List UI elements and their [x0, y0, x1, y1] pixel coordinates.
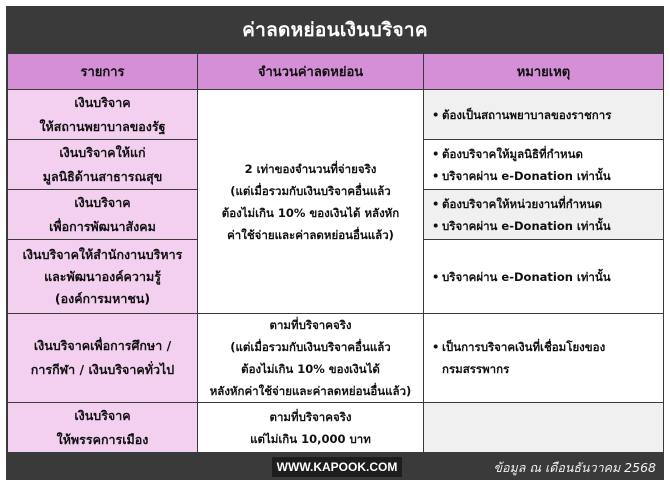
note-bullet: • ต้องเป็นสถานพยาบาลของราชการ — [432, 104, 663, 126]
item-line: มูลนิธิด้านสาธารณสุข — [42, 168, 163, 184]
note-line: • เป็นการบริจาคเงินที่เชื่อมโยงของ — [442, 340, 606, 354]
table-row — [8, 403, 664, 453]
note-bullet: • บริจาคผ่าน e-Donation เท่านั้น — [432, 165, 663, 187]
amount-cell-group — [198, 90, 424, 314]
amount-line: 2 เท่าของจำนวนที่จ่ายจริง — [244, 161, 377, 176]
item-line: เงินบริจาคให้สำนักงานบริหาร — [22, 246, 183, 262]
source-note: ข้อมูล ณ เดือนธันวาคม 2568 — [493, 460, 656, 475]
page-title: ค่าลดหย่อนเงินบริจาค — [242, 18, 428, 41]
note-bullet: • ต้องบริจาคให้มูลนิธิที่กำหนด — [432, 143, 663, 165]
amount-line: ต้องไม่เกิน 10% ของเงินได้ — [241, 362, 380, 376]
note-line: กรมสรรพากร — [442, 362, 510, 376]
infographic-frame — [6, 6, 664, 480]
footer — [6, 454, 664, 480]
table-header-row — [8, 54, 664, 90]
note-cell — [424, 314, 664, 403]
amount-line: ตามที่บริจาคจริง — [269, 318, 352, 332]
table-row — [8, 90, 664, 140]
amount-cell-education — [198, 314, 424, 403]
item-cell — [8, 140, 198, 190]
note-cell — [424, 90, 664, 140]
item-line: เพื่อการพัฒนาสังคม — [49, 218, 156, 234]
note-cell — [424, 240, 664, 314]
item-line: เงินบริจาค — [74, 194, 131, 210]
note-cell — [424, 190, 664, 240]
item-line: เงินบริจาค — [74, 94, 131, 110]
item-cell — [8, 240, 198, 314]
column-header-amount: จำนวนค่าลดหย่อน — [198, 54, 424, 90]
amount-line: (แต่เมื่อรวมกับเงินบริจาคอื่นแล้ว — [230, 183, 391, 198]
note-bullet: • ต้องบริจาคให้หน่วยงานที่กำหนด — [432, 193, 663, 215]
note-bullet — [432, 336, 663, 380]
item-cell — [8, 314, 198, 403]
item-cell — [8, 90, 198, 140]
item-line: ให้สถานพยาบาลของรัฐ — [39, 118, 166, 134]
note-bullet: • บริจาคผ่าน e-Donation เท่านั้น — [432, 266, 663, 288]
deduction-table — [7, 53, 664, 453]
column-header-item: รายการ — [8, 54, 198, 90]
amount-cell-party — [198, 403, 424, 453]
item-line: เงินบริจาค — [74, 407, 131, 423]
amount-line: ค่าใช้จ่ายและค่าลดหย่อนอื่นแล้ว) — [227, 227, 394, 242]
item-line: (องค์การมหาชน) — [54, 290, 151, 306]
item-line: การกีฬา / เงินบริจาคทั่วไป — [30, 362, 175, 377]
item-line: เงินบริจาคเพื่อการศึกษา / — [33, 338, 172, 353]
amount-line: ต้องไม่เกิน 10% ของเงินได้ หลังหัก — [221, 205, 400, 220]
amount-line: แต่ไม่เกิน 10,000 บาท — [250, 431, 371, 446]
item-cell — [8, 403, 198, 453]
amount-line: ตามที่บริจาคจริง — [269, 409, 352, 424]
column-header-note: หมายเหตุ — [424, 54, 664, 90]
amount-line: หลังหักค่าใช้จ่ายและค่าลดหย่อนอื่นแล้ว) — [209, 384, 412, 398]
table-row — [8, 314, 664, 403]
note-cell — [424, 140, 664, 190]
brand-logo: WWW.KAPOOK.COM — [272, 457, 402, 477]
item-line: เงินบริจาคให้แก่ — [59, 144, 146, 160]
amount-line: (แต่เมื่อรวมกับเงินบริจาคอื่นแล้ว — [230, 340, 391, 354]
item-line: ให้พรรคการเมือง — [56, 431, 149, 447]
note-bullet: • บริจาคผ่าน e-Donation เท่านั้น — [432, 215, 663, 237]
item-line: และพัฒนาองค์ความรู้ — [44, 268, 161, 284]
item-cell — [8, 190, 198, 240]
note-cell-empty — [424, 403, 664, 453]
